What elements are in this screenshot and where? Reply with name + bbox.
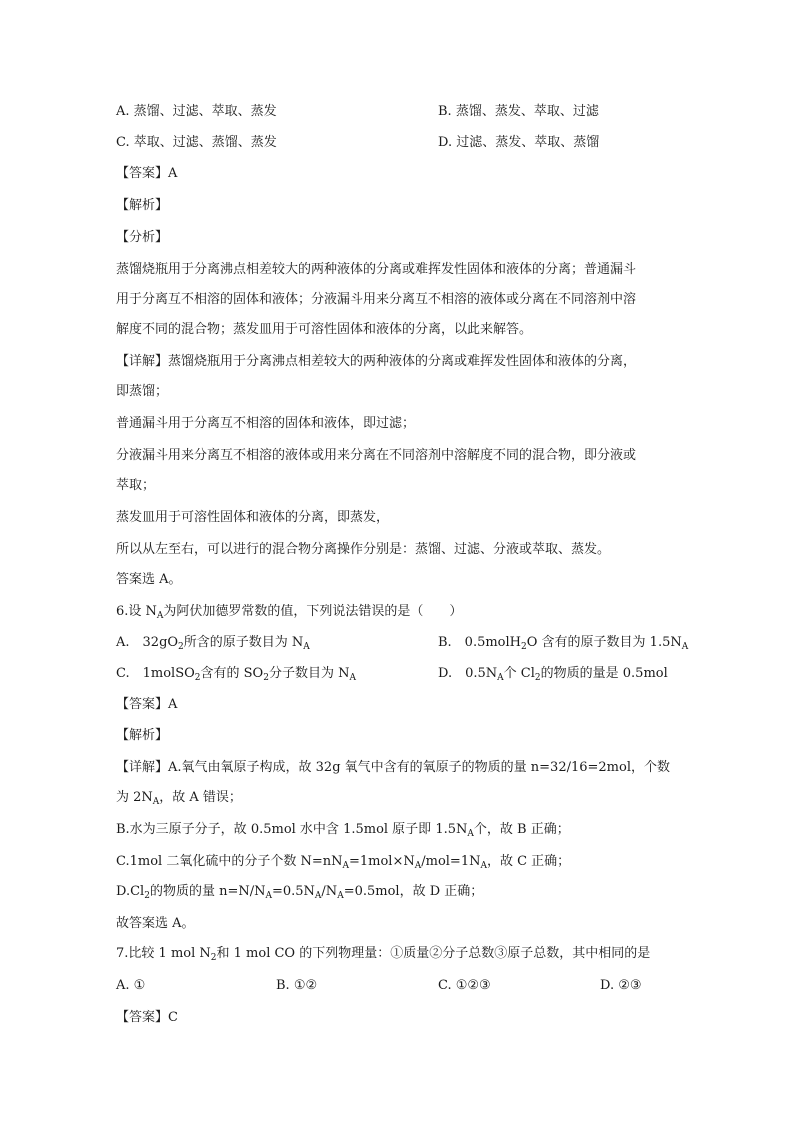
q6-detail-line-5: $D.Cl_2$的物质的量 $n=N/N_A=0.5N_A/N_A=0.5mol$，故 D 正确； [116, 884, 484, 901]
q5-fenxi-heading: 【分析】 [116, 230, 169, 245]
q5-fenxi-line-2: 用于分离互不相溶的固体和液体；分液漏斗用来分离互不相溶的液体或分离在不同溶剂中溶 [116, 292, 637, 307]
q5-option-b: B. 蒸馏、蒸发、萃取、过滤 [438, 104, 599, 119]
q6-option-a: A. $32gO_2$所含的原子数目为 $N_A$ [116, 635, 310, 652]
q6-option-b: B. 0.5molH$_2$O 含有的原子数目为 $1.5N_A$ [438, 635, 689, 652]
q6-detail-line-4: C.1mol 二氧化硫中的分子个数 $N=nN_A=1mol\times N_A/mol=1N_A$，故 C 正确； [116, 854, 571, 871]
q5-option-a: A. 蒸馏、过滤、萃取、蒸发 [116, 104, 277, 119]
q5-analysis-heading: 【解析】 [116, 198, 169, 213]
q7-option-b: B. ①② [276, 978, 318, 993]
q5-option-c: C. 萃取、过滤、蒸馏、蒸发 [116, 135, 277, 150]
q5-detail-line-4: 分液漏斗用来分离互不相溶的液体或用来分离在不同溶剂中溶解度不同的混合物，即分液或 [116, 448, 637, 463]
q5-detail-line-7: 所以从左至右，可以进行的混合物分离操作分别是：蒸馏、过滤、分液或萃取、蒸发。 [116, 542, 611, 557]
q5-answer: 【答案】A [116, 166, 178, 181]
q5-detail-line-2: 即蒸馏； [116, 384, 169, 399]
q7-option-d: D. ②③ [600, 978, 642, 993]
q5-detail-line-5: 萃取； [116, 478, 156, 493]
q6-stem: 6.设 $N_A$为阿伏加德罗常数的值，下列说法错误的是（ ） [116, 604, 463, 621]
q6-option-d: D. $0.5N_A$个 $Cl_2$的物质的量是 0.5mol [438, 666, 668, 683]
q6-option-c: C. 1molSO$_2$含有的 $SO_2$分子数目为 $N_A$ [116, 666, 356, 683]
q6-detail-line-2: 为 $2N_A$，故 A 错误； [116, 790, 242, 807]
q5-fenxi-line-3: 解度不同的混合物；蒸发皿用于可溶性固体和液体的分离，以此来解答。 [116, 322, 533, 337]
q6-analysis-heading: 【解析】 [116, 728, 169, 743]
q5-detail-line-6: 蒸发皿用于可溶性固体和液体的分离，即蒸发， [116, 510, 390, 525]
q7-answer: 【答案】C [116, 1010, 178, 1025]
q6-conclusion: 故答案选 A。 [116, 916, 195, 931]
q7-option-c: C. ①②③ [438, 978, 491, 993]
q6-detail-line-1: 【详解】A.氧气由氧原子构成，故 32g 氧气中含有的氧原子的物质的量 n=32/16=2mol，个数 [116, 760, 670, 775]
q7-option-a: A. ① [116, 978, 146, 993]
q5-detail-line-8: 答案选 A。 [116, 572, 182, 587]
q6-answer: 【答案】A [116, 697, 178, 712]
q5-fenxi-line-1: 蒸馏烧瓶用于分离沸点相差较大的两种液体的分离或难挥发性固体和液体的分离；普通漏斗 [116, 262, 637, 277]
q6-detail-line-3: B.水为三原子分子，故 0.5mol 水中含 1.5mol 原子即 $1.5N_A$个，故 B 正确； [116, 822, 570, 839]
q5-detail-line-1: 【详解】蒸馏烧瓶用于分离沸点相差较大的两种液体的分离或难挥发性固体和液体的分离， [116, 354, 637, 369]
q5-detail-line-3: 普通漏斗用于分离互不相溶的固体和液体，即过滤； [116, 416, 416, 431]
q5-option-d: D. 过滤、蒸发、萃取、蒸馏 [438, 135, 600, 150]
q7-stem: 7.比较 1 mol $N_2$和 1 mol CO 的下列物理量：①质量②分子总数③原子总数，其中相同的是 [116, 946, 651, 963]
